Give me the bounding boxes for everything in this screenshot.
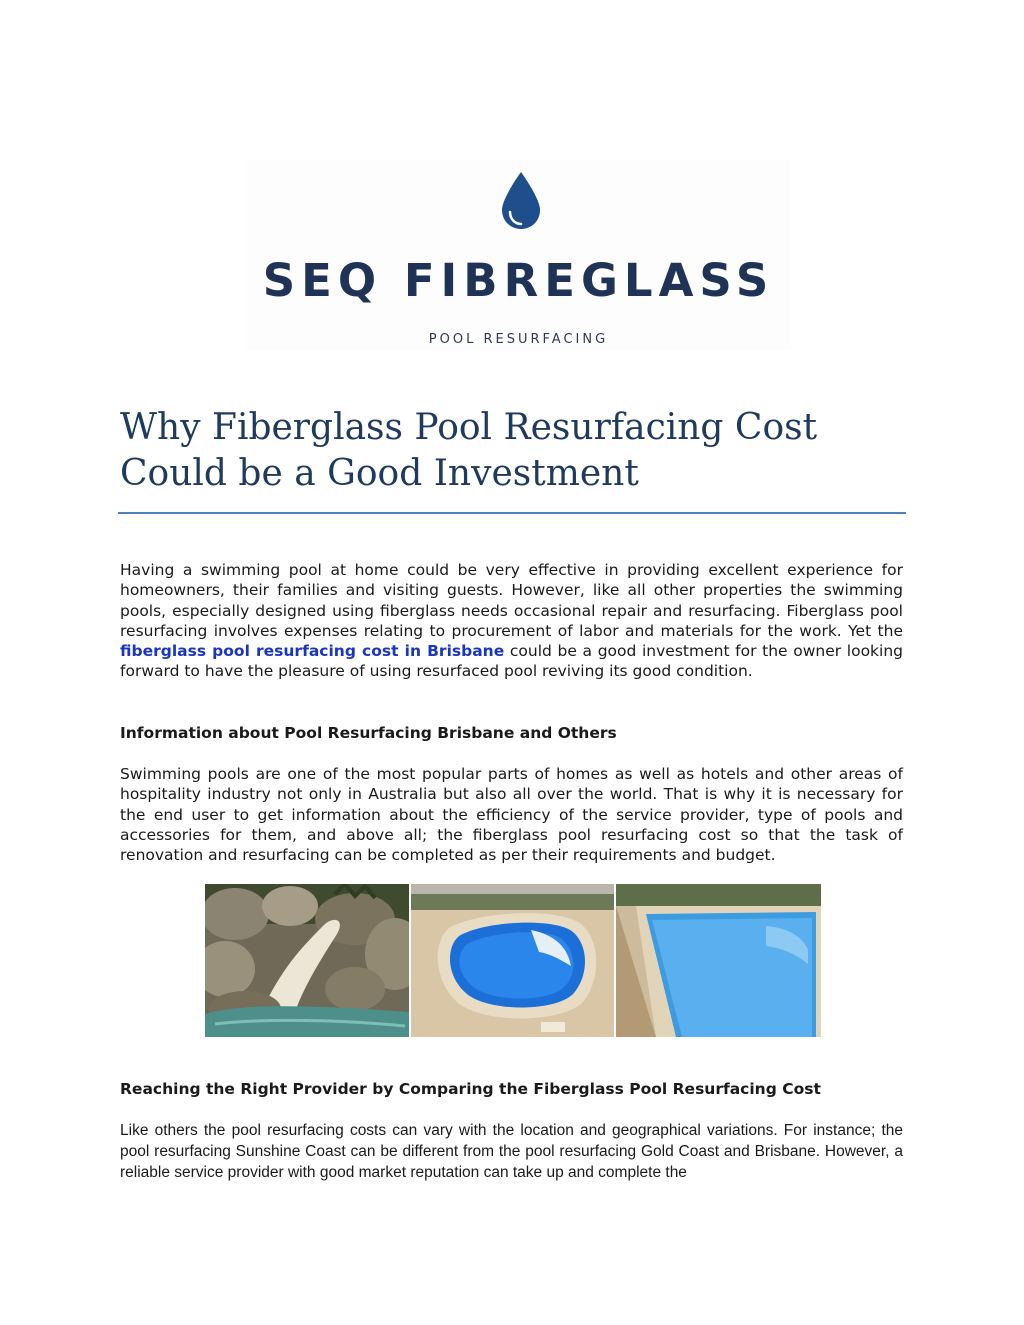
logo-brand-name: SEQ FIBREGLASS: [262, 254, 775, 307]
blue-oval-pool-photo: [411, 884, 614, 1037]
logo-tagline: POOL RESURFACING: [428, 332, 609, 347]
blue-rectangular-pool-photo: [616, 884, 821, 1037]
section2-paragraph: Like others the pool resurfacing costs can vary with the location and geographical variations. For instance; the pool resurfacing Sunshine Coast can be different from the pool resurfacing Gold Coast and Brisbane. However, a reliable service provider with good market reputation can take up and complete the: [120, 1122, 903, 1181]
rock-pool-photo: [205, 884, 409, 1037]
intro-text-end: could be a good investment for the owner looking forward to have the pleasure of using resurfaced pool reviving its good condition.: [120, 642, 904, 681]
section-heading-information: Information about Pool Resurfacing Brisbane and Others: [120, 724, 617, 742]
water-drop-icon: [498, 170, 544, 232]
intro-text-start: Having a swimming pool at home could be very effective in providing excellent experience for homeowners, their families and visiting guests. However, like all other properties the swimming pools, especially designed using fiberglass needs occasional repair and resurfacing. Fiberglass pool resurfacing involves expenses relating to procurement of labor and materials for the work. Yet the: [120, 561, 903, 640]
title-underline: [118, 512, 906, 514]
page-title: Why Fiberglass Pool Resurfacing Cost Could be a Good Investment: [120, 407, 818, 494]
section-heading-reaching-provider: Reaching the Right Provider by Comparing the Fiberglass Pool Resurfacing Cost: [120, 1080, 821, 1098]
intro-paragraph: [120, 560, 903, 682]
section1-paragraph: Swimming pools are one of the most popular parts of homes as well as hotels and other areas of hospitality industry not only in Australia but also all over the world. That is why it is necessary for the end user to get information about the efficiency of the service provider, type of pools and accessories for them, and above all; the fiberglass pool resurfacing cost so that the task of renovation and resurfacing can be completed as per their requirements and budget.: [120, 765, 903, 865]
company-logo: [246, 160, 791, 350]
cost-brisbane-link[interactable]: fiberglass pool resurfacing cost in Brisbane: [120, 642, 505, 661]
pool-photo-strip: [205, 884, 821, 1037]
